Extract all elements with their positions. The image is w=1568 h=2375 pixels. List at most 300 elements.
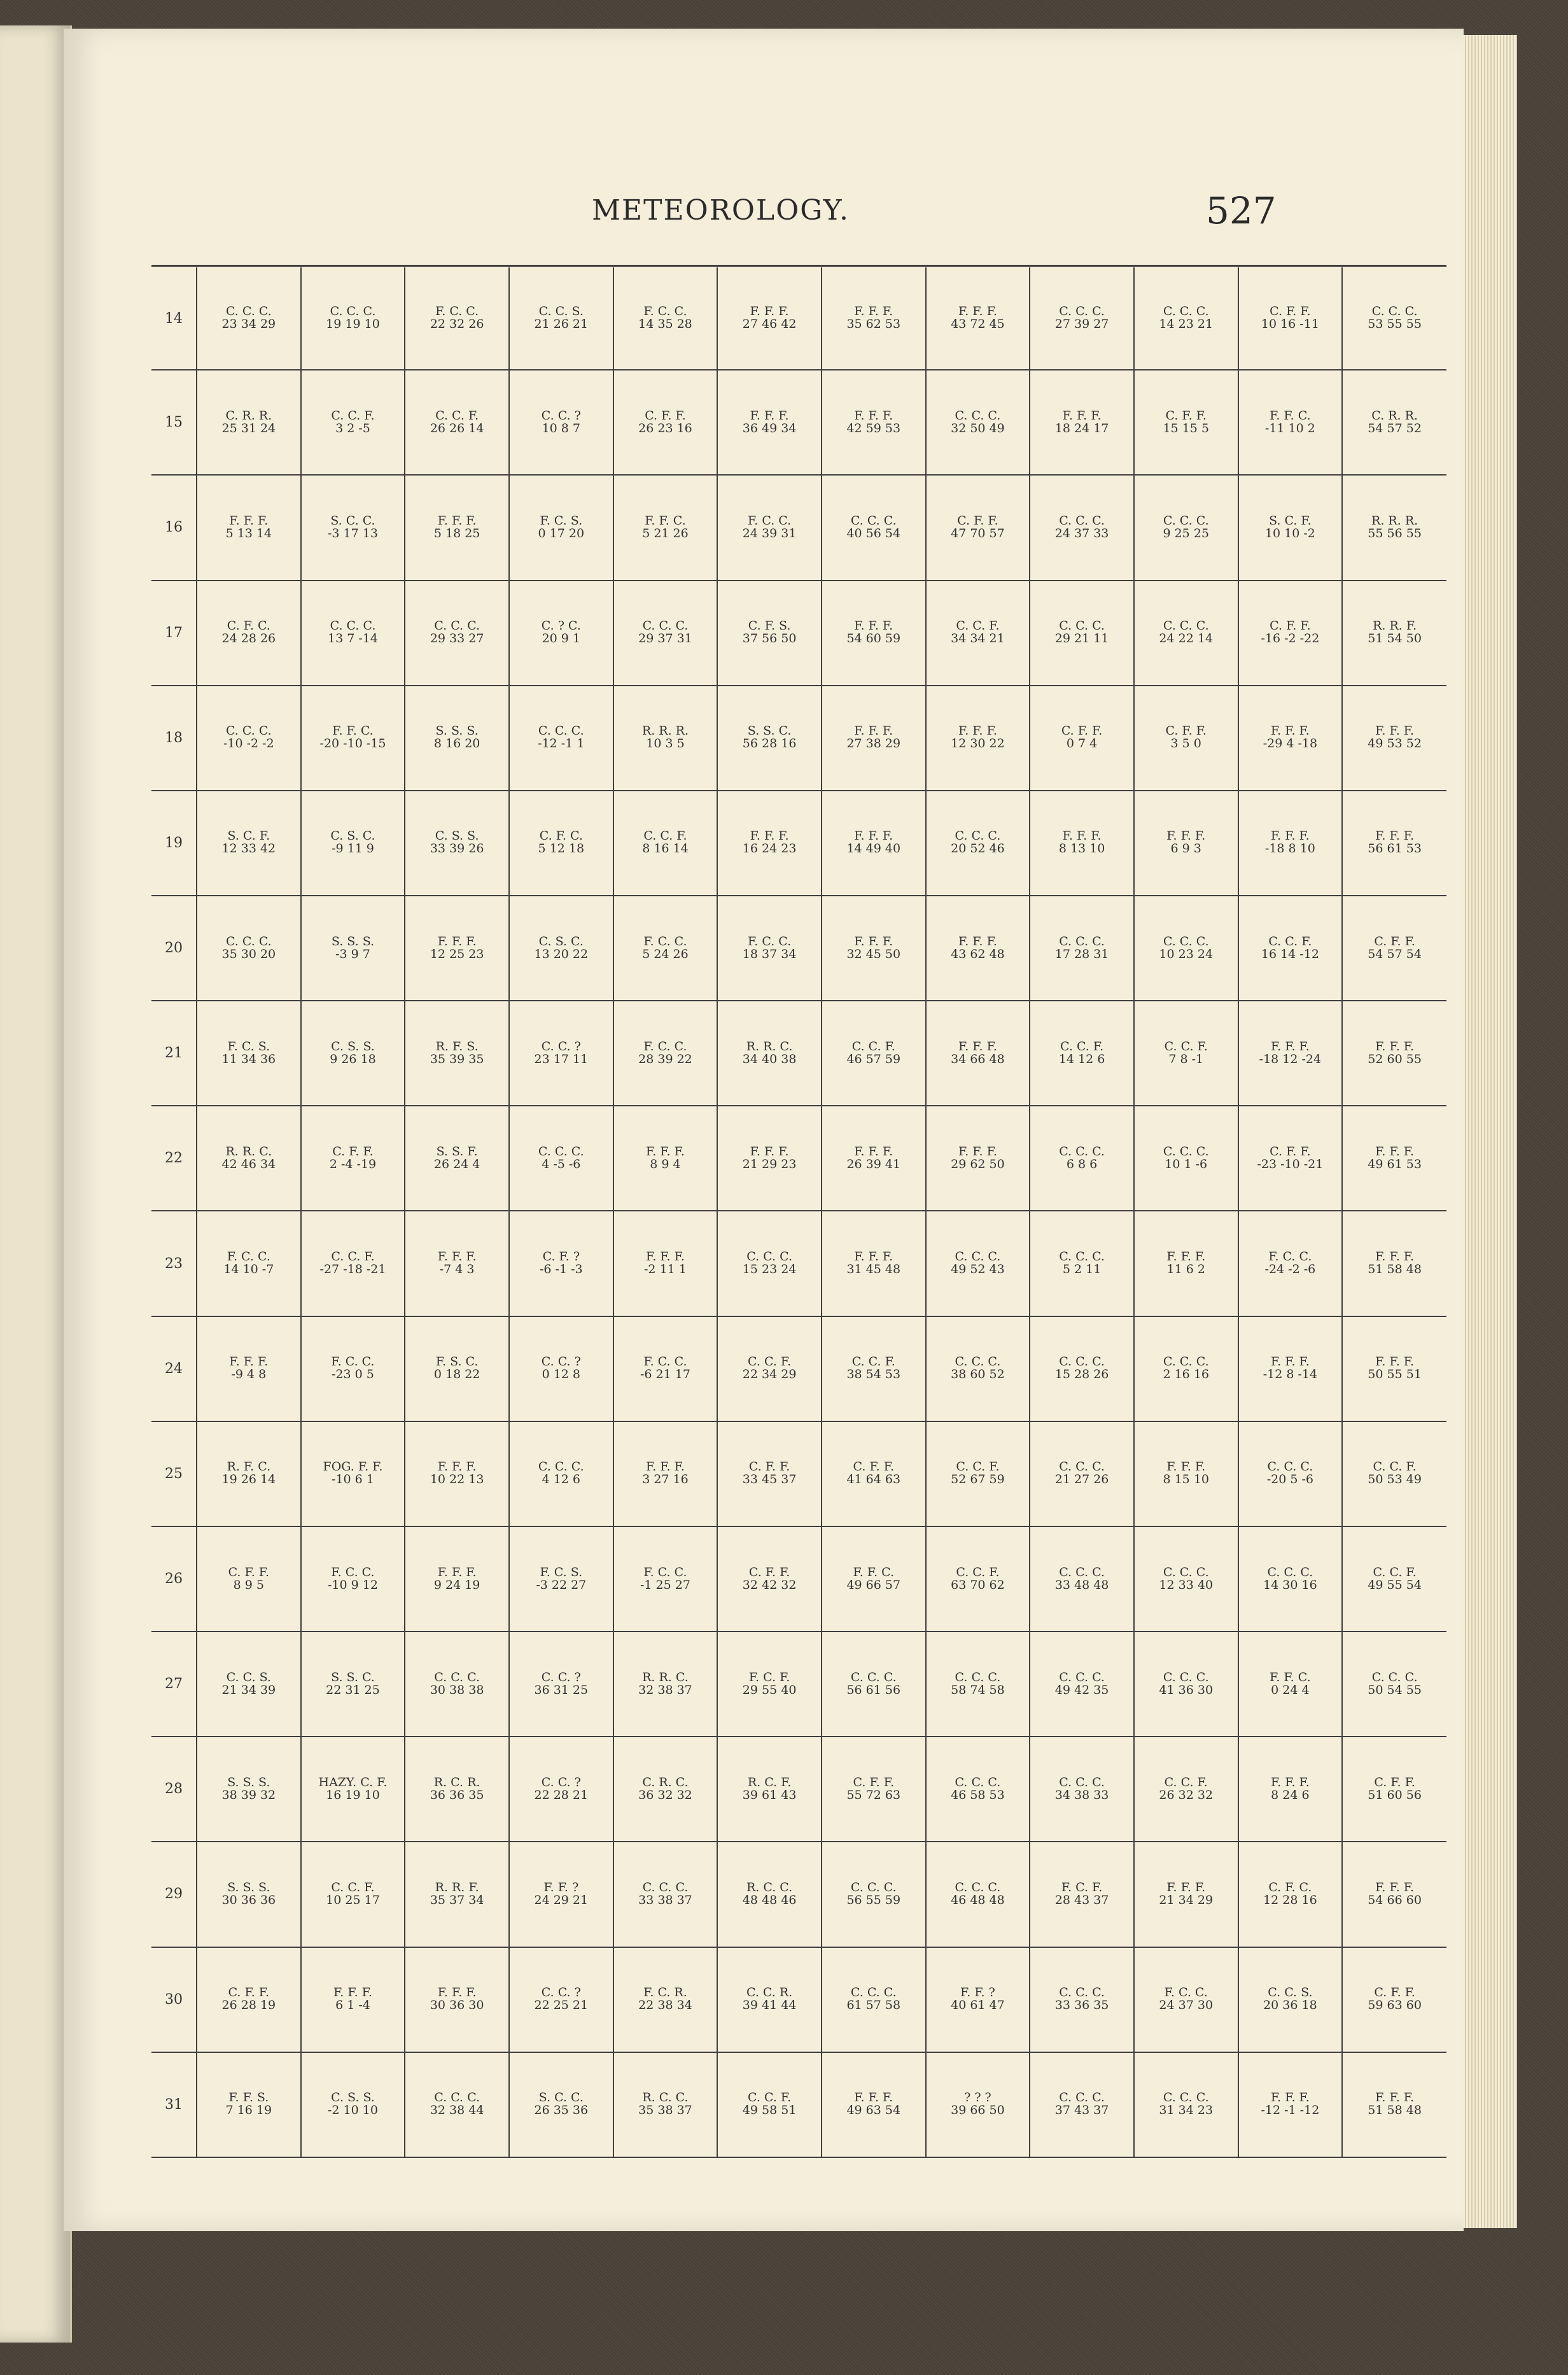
temperatures: 54 57 54 (1368, 947, 1422, 961)
observation-cell (1030, 1737, 1134, 1842)
temperatures: 6 1 -4 (335, 1998, 370, 2013)
observation-cell (1342, 1737, 1446, 1842)
running-header: METEOROLOGY. (592, 194, 850, 227)
sky-codes: F. F. F. (1375, 1039, 1415, 1054)
temperatures: 21 34 29 (1159, 1892, 1214, 1907)
temperatures: 47 70 57 (951, 526, 1005, 540)
sky-codes: C. C. F. (331, 408, 375, 423)
sky-codes: C. R. R. (225, 408, 272, 423)
observation-cell (1134, 370, 1238, 475)
sky-codes: C. C. ? (541, 1355, 581, 1369)
sky-codes: F. F. F. (1270, 724, 1310, 738)
temperatures: 32 38 37 (638, 1682, 692, 1697)
observation-cell (926, 896, 1030, 1001)
temperatures: 41 64 63 (846, 1472, 901, 1487)
sky-codes: F. F. F. (854, 408, 893, 423)
table-row (151, 791, 1446, 896)
temperatures: 61 57 58 (846, 1998, 901, 2013)
observation-cell (1238, 1106, 1343, 1211)
observation-cell (926, 1842, 1030, 1947)
observation-cell (405, 1001, 509, 1106)
observation-cell (926, 1631, 1030, 1737)
observation-cell (1030, 1421, 1134, 1526)
temperatures: 23 17 11 (534, 1052, 589, 1066)
temperatures: 32 50 49 (951, 421, 1005, 435)
temperatures: 10 3 5 (646, 736, 685, 751)
temperatures: 32 42 32 (742, 1577, 797, 1592)
sky-codes: S. C. C. (538, 2090, 584, 2105)
observation-cell (405, 896, 509, 1001)
observation-cell (301, 1737, 405, 1842)
observation-cell (717, 267, 822, 370)
table-row (151, 267, 1446, 370)
observation-cell (301, 2052, 405, 2157)
sky-codes: C. C. F. (851, 1355, 895, 1369)
temperatures: 51 58 48 (1368, 1262, 1422, 1277)
observation-cell (405, 1526, 509, 1631)
temperatures: 14 23 21 (1159, 317, 1214, 332)
day-cell: 26 (151, 1526, 197, 1631)
sky-codes: F. F. F. (1375, 829, 1415, 843)
observation-cell (197, 2052, 301, 2157)
temperatures: -12 -1 -12 (1261, 2103, 1320, 2118)
observation-cell (717, 686, 822, 791)
sky-codes: C. F. F. (1374, 1985, 1415, 2000)
sky-codes: C. C. C. (1163, 1144, 1209, 1159)
sky-codes: C. F. F. (853, 1460, 895, 1474)
observation-cell (197, 475, 301, 580)
observation-cell (822, 1421, 926, 1526)
table-row (151, 1947, 1446, 2052)
table-row (151, 1106, 1446, 1211)
sky-codes: C. C. C. (434, 619, 480, 633)
temperatures: 49 55 54 (1368, 1577, 1422, 1592)
sky-codes: C. C. C. (850, 1985, 897, 2000)
sky-codes: S. S. S. (331, 934, 375, 948)
temperatures: -6 21 17 (640, 1367, 690, 1382)
temperatures: 12 33 40 (1159, 1577, 1214, 1592)
sky-codes: C. C. C. (1267, 1460, 1313, 1474)
temperatures: 63 70 62 (951, 1577, 1005, 1592)
observation-cell (405, 1421, 509, 1526)
sky-codes: C. S. S. (331, 1039, 375, 1054)
sky-codes: C. C. C. (1371, 304, 1418, 319)
sky-codes: C. C. F. (1164, 1039, 1208, 1054)
temperatures: 27 38 29 (846, 736, 901, 751)
observation-cell (822, 686, 926, 791)
observation-cell (1342, 1526, 1446, 1631)
sky-codes: C. F. F. (1374, 934, 1415, 948)
observation-cell (1134, 1947, 1238, 2052)
sky-codes: F. F. F. (854, 934, 893, 948)
sky-codes: F. C. C. (1164, 1985, 1208, 2000)
observation-cell (822, 581, 926, 686)
observation-cell (197, 1842, 301, 1947)
sky-codes: C. R. C. (642, 1775, 689, 1789)
sky-codes: C. C. C. (538, 1460, 584, 1474)
observation-cell (1238, 1421, 1343, 1526)
sky-codes: C. C. F. (748, 2090, 792, 2105)
sky-codes: C. C. C. (746, 1250, 792, 1264)
observation-cell (1238, 581, 1343, 686)
sky-codes: C. C. C. (955, 1250, 1001, 1264)
temperatures: 46 48 48 (951, 1892, 1005, 1907)
sky-codes: C. C. C. (434, 1670, 480, 1684)
temperatures: 11 34 36 (221, 1052, 276, 1066)
temperatures: 26 26 14 (430, 421, 484, 435)
temperatures: 2 16 16 (1163, 1367, 1209, 1382)
sky-codes: F. F. C. (1270, 1670, 1311, 1684)
temperatures: -3 17 13 (328, 526, 378, 540)
observation-cell (717, 1316, 822, 1421)
observation-cell (1030, 1526, 1134, 1631)
observation-cell (197, 581, 301, 686)
observation-cell (405, 1106, 509, 1211)
observation-cell (301, 1631, 405, 1737)
temperatures: 56 28 16 (742, 736, 797, 751)
sky-codes: F. F. C. (645, 514, 686, 528)
observation-cell (197, 267, 301, 370)
temperatures: 14 10 -7 (223, 1262, 274, 1277)
observation-cell (1342, 1631, 1446, 1737)
observation-cell (1030, 1316, 1134, 1421)
sky-codes: F. F. F. (1375, 724, 1415, 738)
page-number: 527 (1206, 189, 1277, 232)
observation-cell (717, 581, 822, 686)
sky-codes: C. C. C. (1059, 1250, 1105, 1264)
sky-codes: C. F. F. (1270, 1144, 1311, 1159)
sky-codes: C. C. F. (1373, 1460, 1417, 1474)
temperatures: 39 66 50 (951, 2103, 1005, 2118)
sky-codes: S. S. C. (747, 724, 792, 738)
observation-cell (301, 370, 405, 475)
temperatures: 3 5 0 (1170, 736, 1201, 751)
observation-cell (1030, 475, 1134, 580)
temperatures: 32 38 44 (430, 2103, 484, 2118)
temperatures: 0 18 22 (433, 1367, 480, 1382)
temperatures: 29 37 31 (638, 631, 692, 646)
temperatures: 42 46 34 (221, 1157, 276, 1171)
sky-codes: F. F. F. (854, 304, 893, 319)
observation-cell (717, 896, 822, 1001)
sky-codes: R. R. F. (435, 1880, 479, 1895)
observation-cell (1134, 1421, 1238, 1526)
sky-codes: C. F. C. (539, 829, 583, 843)
table-row (151, 1842, 1446, 1947)
temperatures: 5 13 14 (225, 526, 272, 540)
sky-codes: F. F. F. (958, 724, 997, 738)
temperatures: 5 21 26 (642, 526, 689, 540)
temperatures: 28 43 37 (1054, 1892, 1109, 1907)
observation-cell (717, 370, 822, 475)
sky-codes: F. F. F. (854, 724, 893, 738)
sky-codes: R. R. C. (746, 1039, 793, 1054)
sky-codes: F. F. F. (1375, 1144, 1415, 1159)
sky-codes: F. F. F. (1062, 829, 1102, 843)
temperatures: 55 56 55 (1368, 526, 1422, 540)
sky-codes: F. F. F. (229, 1355, 269, 1369)
observation-cell (613, 581, 718, 686)
temperatures: 2 -4 -19 (329, 1157, 377, 1171)
observation-cell (1238, 686, 1343, 791)
observation-cell (822, 1737, 926, 1842)
temperatures: 53 55 55 (1368, 317, 1422, 332)
temperatures: 3 2 -5 (335, 421, 370, 435)
temperatures: 42 59 53 (846, 421, 901, 435)
temperatures: 49 58 51 (742, 2103, 797, 2118)
day-cell: 20 (151, 896, 197, 1001)
observation-cell (613, 1421, 718, 1526)
sky-codes: F. C. C. (227, 1250, 270, 1264)
observation-cell (717, 791, 822, 896)
sky-codes: S. C. C. (330, 514, 375, 528)
temperatures: 34 34 21 (951, 631, 1005, 646)
observation-cell (613, 2052, 718, 2157)
sky-codes: C. C. C. (955, 408, 1001, 423)
temperatures: 28 39 22 (638, 1052, 692, 1066)
sky-codes: C. C. C. (1059, 1355, 1105, 1369)
observation-cell (613, 267, 718, 370)
observation-cell (613, 896, 718, 1001)
sky-codes: C. C. C. (225, 724, 272, 738)
sky-codes: C. C. C. (1163, 304, 1209, 319)
sky-codes: C. F. F. (1270, 304, 1311, 319)
day-cell: 28 (151, 1737, 197, 1842)
sky-codes: F. F. F. (437, 1460, 477, 1474)
observation-cell (822, 2052, 926, 2157)
temperatures: 24 29 21 (534, 1892, 589, 1907)
temperatures: 26 24 4 (433, 1157, 480, 1171)
sky-codes: C. F. C. (227, 619, 270, 633)
table-row (151, 581, 1446, 686)
observation-cell (613, 686, 718, 791)
observation-cell (301, 791, 405, 896)
temperatures: 26 23 16 (638, 421, 692, 435)
observation-cell (1238, 1316, 1343, 1421)
day-cell: 24 (151, 1316, 197, 1421)
temperatures: -1 25 27 (640, 1577, 690, 1592)
sky-codes: F. F. F. (1270, 1775, 1310, 1789)
sky-codes: C. F. F. (957, 514, 998, 528)
temperatures: 21 27 26 (1054, 1472, 1109, 1487)
observation-cell (197, 1421, 301, 1526)
temperatures: 4 -5 -6 (542, 1157, 581, 1171)
observation-cell (301, 896, 405, 1001)
temperatures: 8 16 14 (642, 842, 689, 856)
observation-cell (509, 1001, 613, 1106)
temperatures: 29 21 11 (1054, 631, 1109, 646)
sky-codes: C. F. F. (853, 1775, 895, 1789)
temperatures: -2 11 1 (644, 1262, 687, 1277)
observation-cell (197, 1211, 301, 1316)
sky-codes: C. C. F. (1060, 1039, 1104, 1054)
sky-codes: F. F. F. (229, 514, 269, 528)
sky-codes: C. C. F. (1268, 934, 1312, 948)
day-cell: 29 (151, 1842, 197, 1947)
facing-page-edge (0, 25, 72, 2343)
day-cell: 18 (151, 686, 197, 791)
temperatures: 26 28 19 (221, 1998, 276, 2013)
observation-cell (1238, 475, 1343, 580)
temperatures: -23 -10 -21 (1257, 1157, 1324, 1171)
observation-cell (509, 2052, 613, 2157)
sky-codes: S. S. S. (227, 1880, 270, 1895)
observation-cell (613, 1947, 718, 2052)
temperatures: 49 42 35 (1054, 1682, 1109, 1697)
temperatures: 29 62 50 (951, 1157, 1005, 1171)
observation-cell (926, 791, 1030, 896)
observation-cell (1134, 581, 1238, 686)
temperatures: 0 12 8 (542, 1367, 581, 1382)
observation-cell (926, 370, 1030, 475)
observation-cell (197, 896, 301, 1001)
temperatures: 8 15 10 (1163, 1472, 1209, 1487)
observation-cell (301, 1842, 405, 1947)
day-cell: 21 (151, 1001, 197, 1106)
temperatures: 10 25 17 (326, 1892, 380, 1907)
observation-cell (405, 1947, 509, 2052)
temperatures: 13 7 -14 (328, 631, 378, 646)
observation-cell (405, 686, 509, 791)
temperatures: -16 -2 -22 (1261, 631, 1320, 646)
temperatures: 22 38 34 (638, 1998, 692, 2013)
observation-cell (1030, 1947, 1134, 2052)
temperatures: 10 10 -2 (1264, 526, 1315, 540)
observation-cell (509, 686, 613, 791)
sky-codes: F. C. F. (748, 1670, 790, 1684)
sky-codes: S. C. F. (227, 829, 270, 843)
temperatures: 50 54 55 (1368, 1682, 1422, 1697)
observation-cell (301, 1001, 405, 1106)
temperatures: 54 57 52 (1368, 421, 1422, 435)
observation-cell (1030, 1001, 1134, 1106)
sky-codes: C. F. F. (228, 1985, 270, 2000)
sky-codes: F. C. C. (643, 1565, 687, 1579)
sky-codes: C. C. C. (1267, 1565, 1313, 1579)
observation-cell (822, 1842, 926, 1947)
sky-codes: F. C. S. (227, 1039, 270, 1054)
observation-cell (1342, 896, 1446, 1001)
sky-codes: C. C. C. (1059, 1985, 1105, 2000)
temperatures: 7 16 19 (225, 2103, 272, 2118)
day-cell: 15 (151, 370, 197, 475)
temperatures: 30 36 30 (430, 1998, 484, 2013)
sky-codes: F. F. F. (1375, 1250, 1415, 1264)
temperatures: 56 55 59 (846, 1892, 901, 1907)
table-row (151, 1001, 1446, 1106)
sky-codes: C. F. S. (748, 619, 791, 633)
sky-codes: C. S. C. (538, 934, 584, 948)
observation-cell (613, 1106, 718, 1211)
observation-cell (509, 267, 613, 370)
observation-cell (509, 1421, 613, 1526)
observation-cell (717, 1947, 822, 2052)
temperatures: -9 11 9 (332, 842, 374, 856)
observation-cell (509, 1211, 613, 1316)
day-cell: 19 (151, 791, 197, 896)
sky-codes: C. F. F. (645, 408, 686, 423)
observation-cell (613, 1001, 718, 1106)
sky-codes: C. C. F. (1373, 1565, 1417, 1579)
observation-cell (405, 581, 509, 686)
sky-codes: C. F. F. (1374, 1775, 1415, 1789)
sky-codes: F. F. F. (437, 1985, 477, 2000)
sky-codes: F. C. C. (643, 1355, 687, 1369)
observation-cell (301, 581, 405, 686)
observation-cell (1134, 1631, 1238, 1737)
sky-codes: F. C. C. (331, 1355, 375, 1369)
sky-codes: F. F. F. (1166, 829, 1206, 843)
observation-cell (822, 1316, 926, 1421)
observation-cell (1342, 1211, 1446, 1316)
observation-cell (1134, 1526, 1238, 1631)
sky-codes: F. C. S. (540, 514, 583, 528)
observation-cell (1238, 791, 1343, 896)
temperatures: 24 37 30 (1159, 1998, 1214, 2013)
observation-cell (613, 1526, 718, 1631)
temperatures: 10 8 7 (542, 421, 581, 435)
observation-cell (197, 1526, 301, 1631)
day-cell: 27 (151, 1631, 197, 1737)
sky-codes: F. F. F. (1166, 1460, 1206, 1474)
sky-codes: F. F. F. (437, 1250, 477, 1264)
observation-cell (926, 581, 1030, 686)
temperatures: 48 48 46 (742, 1892, 797, 1907)
sky-codes: C. C. C. (1163, 1670, 1209, 1684)
sky-codes: C. C. C. (330, 304, 376, 319)
sky-codes: S. C. F. (1269, 514, 1312, 528)
observation-cell (1238, 1001, 1343, 1106)
observation-cell (509, 370, 613, 475)
observation-cell (197, 1737, 301, 1842)
sky-codes: F. F. F. (958, 304, 997, 319)
temperatures: -11 10 2 (1264, 421, 1315, 435)
observation-cell (717, 1842, 822, 1947)
observation-cell (405, 1316, 509, 1421)
sky-codes: C. C. C. (1059, 1144, 1105, 1159)
temperatures: 34 38 33 (1054, 1787, 1109, 1802)
observation-cell (822, 1001, 926, 1106)
observation-cell (1238, 1631, 1343, 1737)
temperatures: 37 56 50 (742, 631, 797, 646)
temperatures: -27 -18 -21 (319, 1262, 386, 1277)
observation-cell (1134, 1316, 1238, 1421)
temperatures: 34 40 38 (742, 1052, 797, 1066)
temperatures: 14 49 40 (846, 842, 901, 856)
observation-cell (1238, 2052, 1343, 2157)
observation-cell (509, 1947, 613, 2052)
temperatures: 32 45 50 (846, 947, 901, 961)
sky-codes: C. C. S. (538, 304, 584, 319)
sky-codes: C. C. C. (1163, 619, 1209, 633)
observation-cell (926, 686, 1030, 791)
temperatures: 21 34 39 (221, 1682, 276, 1697)
observation-cell (926, 1211, 1030, 1316)
observation-cell (1342, 267, 1446, 370)
temperatures: 49 61 53 (1368, 1157, 1422, 1171)
sky-codes: C. C. C. (1163, 1355, 1209, 1369)
temperatures: 39 61 43 (742, 1787, 797, 1802)
observation-cell (1342, 1842, 1446, 1947)
observation-cell (613, 791, 718, 896)
observation-cell (717, 1737, 822, 1842)
temperatures: 43 62 48 (951, 947, 1005, 961)
sky-codes: R. C. C. (746, 1880, 793, 1895)
observation-cell (613, 1631, 718, 1737)
sky-codes: FOG. F. F. (323, 1460, 383, 1474)
observation-cell (509, 1631, 613, 1737)
temperatures: 30 36 36 (221, 1892, 276, 1907)
